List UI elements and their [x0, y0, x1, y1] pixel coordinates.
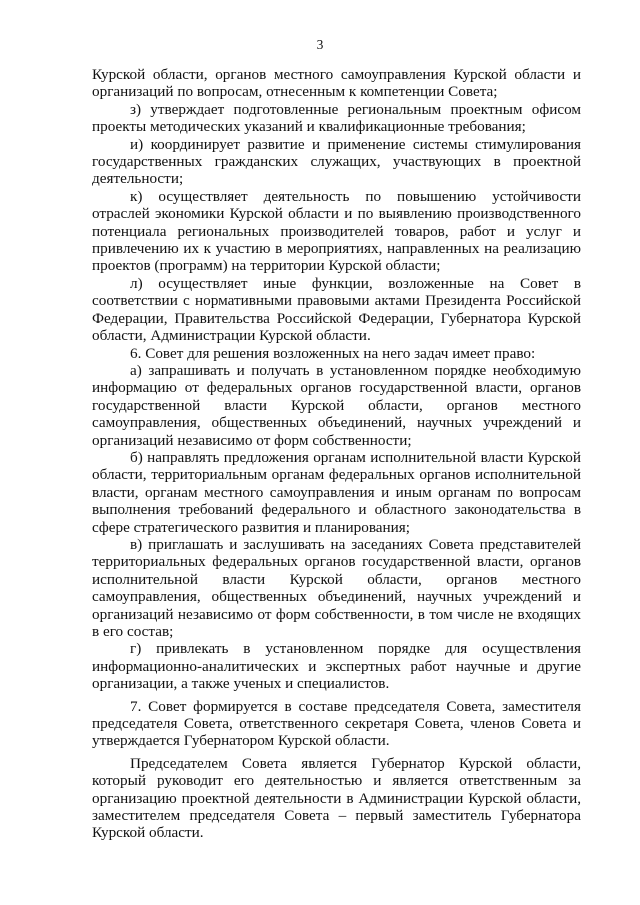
paragraph-item-z: з) утверждает подготовленные региональным проектным офисом проекты методических указаний и квалификационные требования;: [92, 100, 581, 136]
paragraph-item-b: б) направлять предложения органам исполнительной власти Курской области, территориальным органам федеральных органов исполнительной власти, органам местного самоуправления и иным органам по вопросам выполнения требований федерального и областного законодательства в сфере стратегического развития и планирования;: [92, 448, 581, 536]
paragraph-chairman: Председателем Совета является Губернатор Курской области, который руководит его деятельностью и является ответственным за организацию проектной деятельности в Администрации Курской области, заместителем председателя Совета – первый заместитель Губернатора Курской области.: [92, 754, 581, 842]
paragraph-section-7: 7. Совет формируется в составе председателя Совета, заместителя председателя Совета, ответственного секретаря Совета, членов Совета и утверждается Губернатором Курской области.: [92, 697, 581, 750]
paragraph-item-v: в) приглашать и заслушивать на заседаниях Совета представителей территориальных федеральных органов государственной власти, органов исполнительной власти Курской области, органов местного самоуправления, общественных объединений, научных учреждений и организаций независимо от форм собственности, в том числе не входящих в его состав;: [92, 535, 581, 640]
document-body: [92, 66, 581, 842]
paragraph-item-i: и) координирует развитие и применение системы стимулирования государственных гражданских служащих, участвующих в проектной деятельности;: [92, 135, 581, 188]
page-number: 3: [316, 37, 324, 52]
paragraph-continuation: Курской области, органов местного самоуправления Курской области и организаций по вопросам, отнесенным к компетенции Совета;: [92, 66, 581, 101]
paragraph-item-g: г) привлекать в установленном порядке для осуществления информационно-аналитических и экспертных работ научные и другие организации, а также ученых и специалистов.: [92, 640, 581, 693]
paragraph-item-k: к) осуществляет деятельность по повышению устойчивости отраслей экономики Курской области и по выявлению производственного потенциала региональных производителей товаров, работ и услуг и привлечению их к участию в мероприятиях, направленных на реализацию проектов (программ) на территории Курской области;: [92, 187, 581, 275]
paragraph-item-l: л) осуществляет иные функции, возложенные на Совет в соответствии с нормативными правовыми актами Президента Российской Федерации, Правительства Российской Федерации, Губернатора Курской области, Администрации Курской области.: [92, 274, 581, 345]
paragraph-section-6: 6. Совет для решения возложенных на него задач имеет право:: [130, 344, 536, 362]
paragraph-item-a: а) запрашивать и получать в установленном порядке необходимую информацию от федеральных органов государственной власти, органов государственной власти Курской области, органов местного самоуправления, общественных объединений, научных учреждений и организаций независимо от форм собственности;: [92, 361, 581, 449]
